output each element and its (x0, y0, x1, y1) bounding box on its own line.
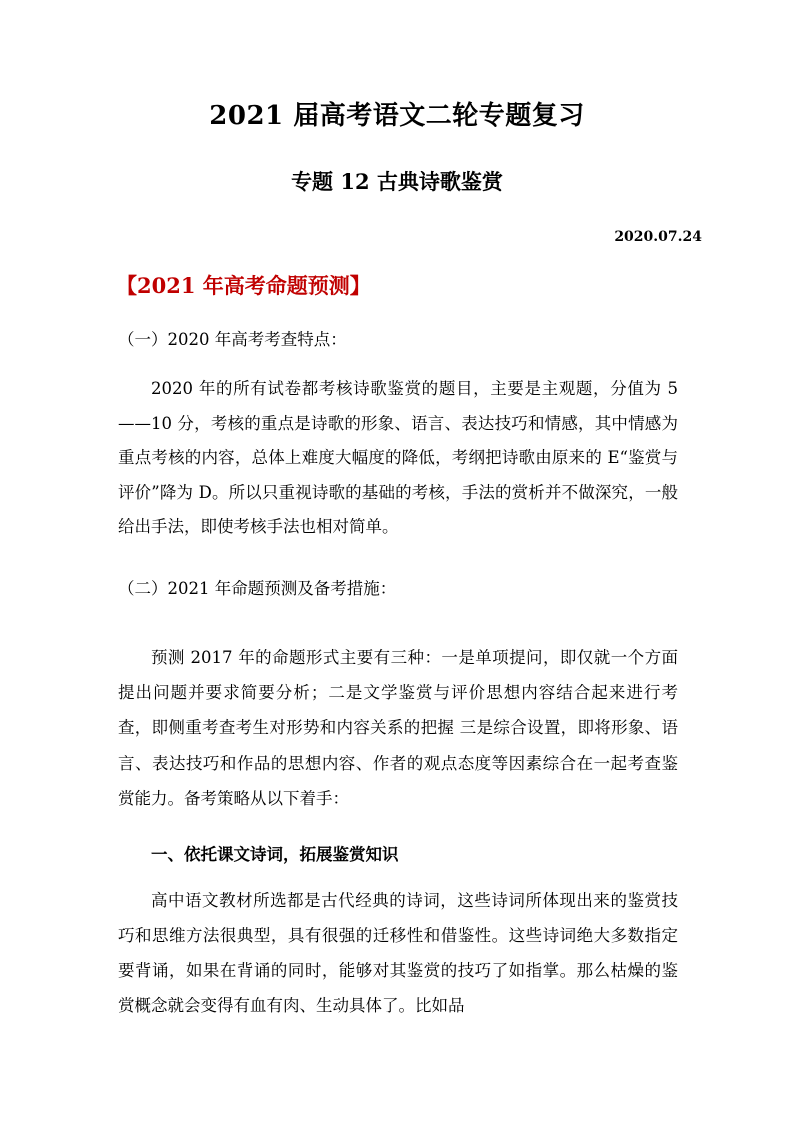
document-date: 2020.07.24 (614, 229, 702, 245)
subsection-1-paragraph: 高中语文教材所选都是古代经典的诗词，这些诗词所体现出来的鉴赏技巧和思维方法很典型，具有很强的迁移性和借鉴性。这些诗词绝大多数指定要背诵，如果在背诵的同时，能够对其鉴赏的技巧了如指掌。那么枯燥的鉴赏概念就会变得有血有肉、生动具体了。比如品 (118, 891, 678, 1015)
part1-heading: （一）2020 年高考考查特点： (118, 330, 347, 349)
document-subtitle: 专题 12 古典诗歌鉴赏 (291, 169, 503, 194)
part2-paragraph: 预测 2017 年的命题形式主要有三种：一是单项提问，即仅就一个方面提出问题并要求简要分析；二是文学鉴赏与评价思想内容结合起来进行考查，即侧重考查考生对形势和内容关系的把握 三是综合设置，即将形象、语言、表达技巧和作品的思想内容、作者的观点态度等因素综合在一起考查鉴赏能力。备考策略从以下着手： (118, 648, 678, 808)
section-heading-forecast: 【2021 年高考命题预测】 (116, 273, 371, 298)
part2-heading: （二）2021 年命题预测及备考措施： (118, 579, 397, 598)
part1-paragraph: 2020 年的所有试卷都考核诗歌鉴赏的题目，主要是主观题，分值为 5——10 分，考核的重点是诗歌的形象、语言、表达技巧和情感，其中情感为重点考核的内容，总体上难度大幅度的降低，考纲把诗歌由原来的 E“鉴赏与评价”降为 D。所以只重视诗歌的基础的考核，手法的赏析并不做深究，一般给出手法，即使考核手法也相对简单。 (118, 379, 678, 537)
subsection-heading-1: 一、依托课文诗词，拓展鉴赏知识 (151, 845, 399, 864)
document-title: 2021 届高考语文二轮专题复习 (209, 101, 585, 131)
